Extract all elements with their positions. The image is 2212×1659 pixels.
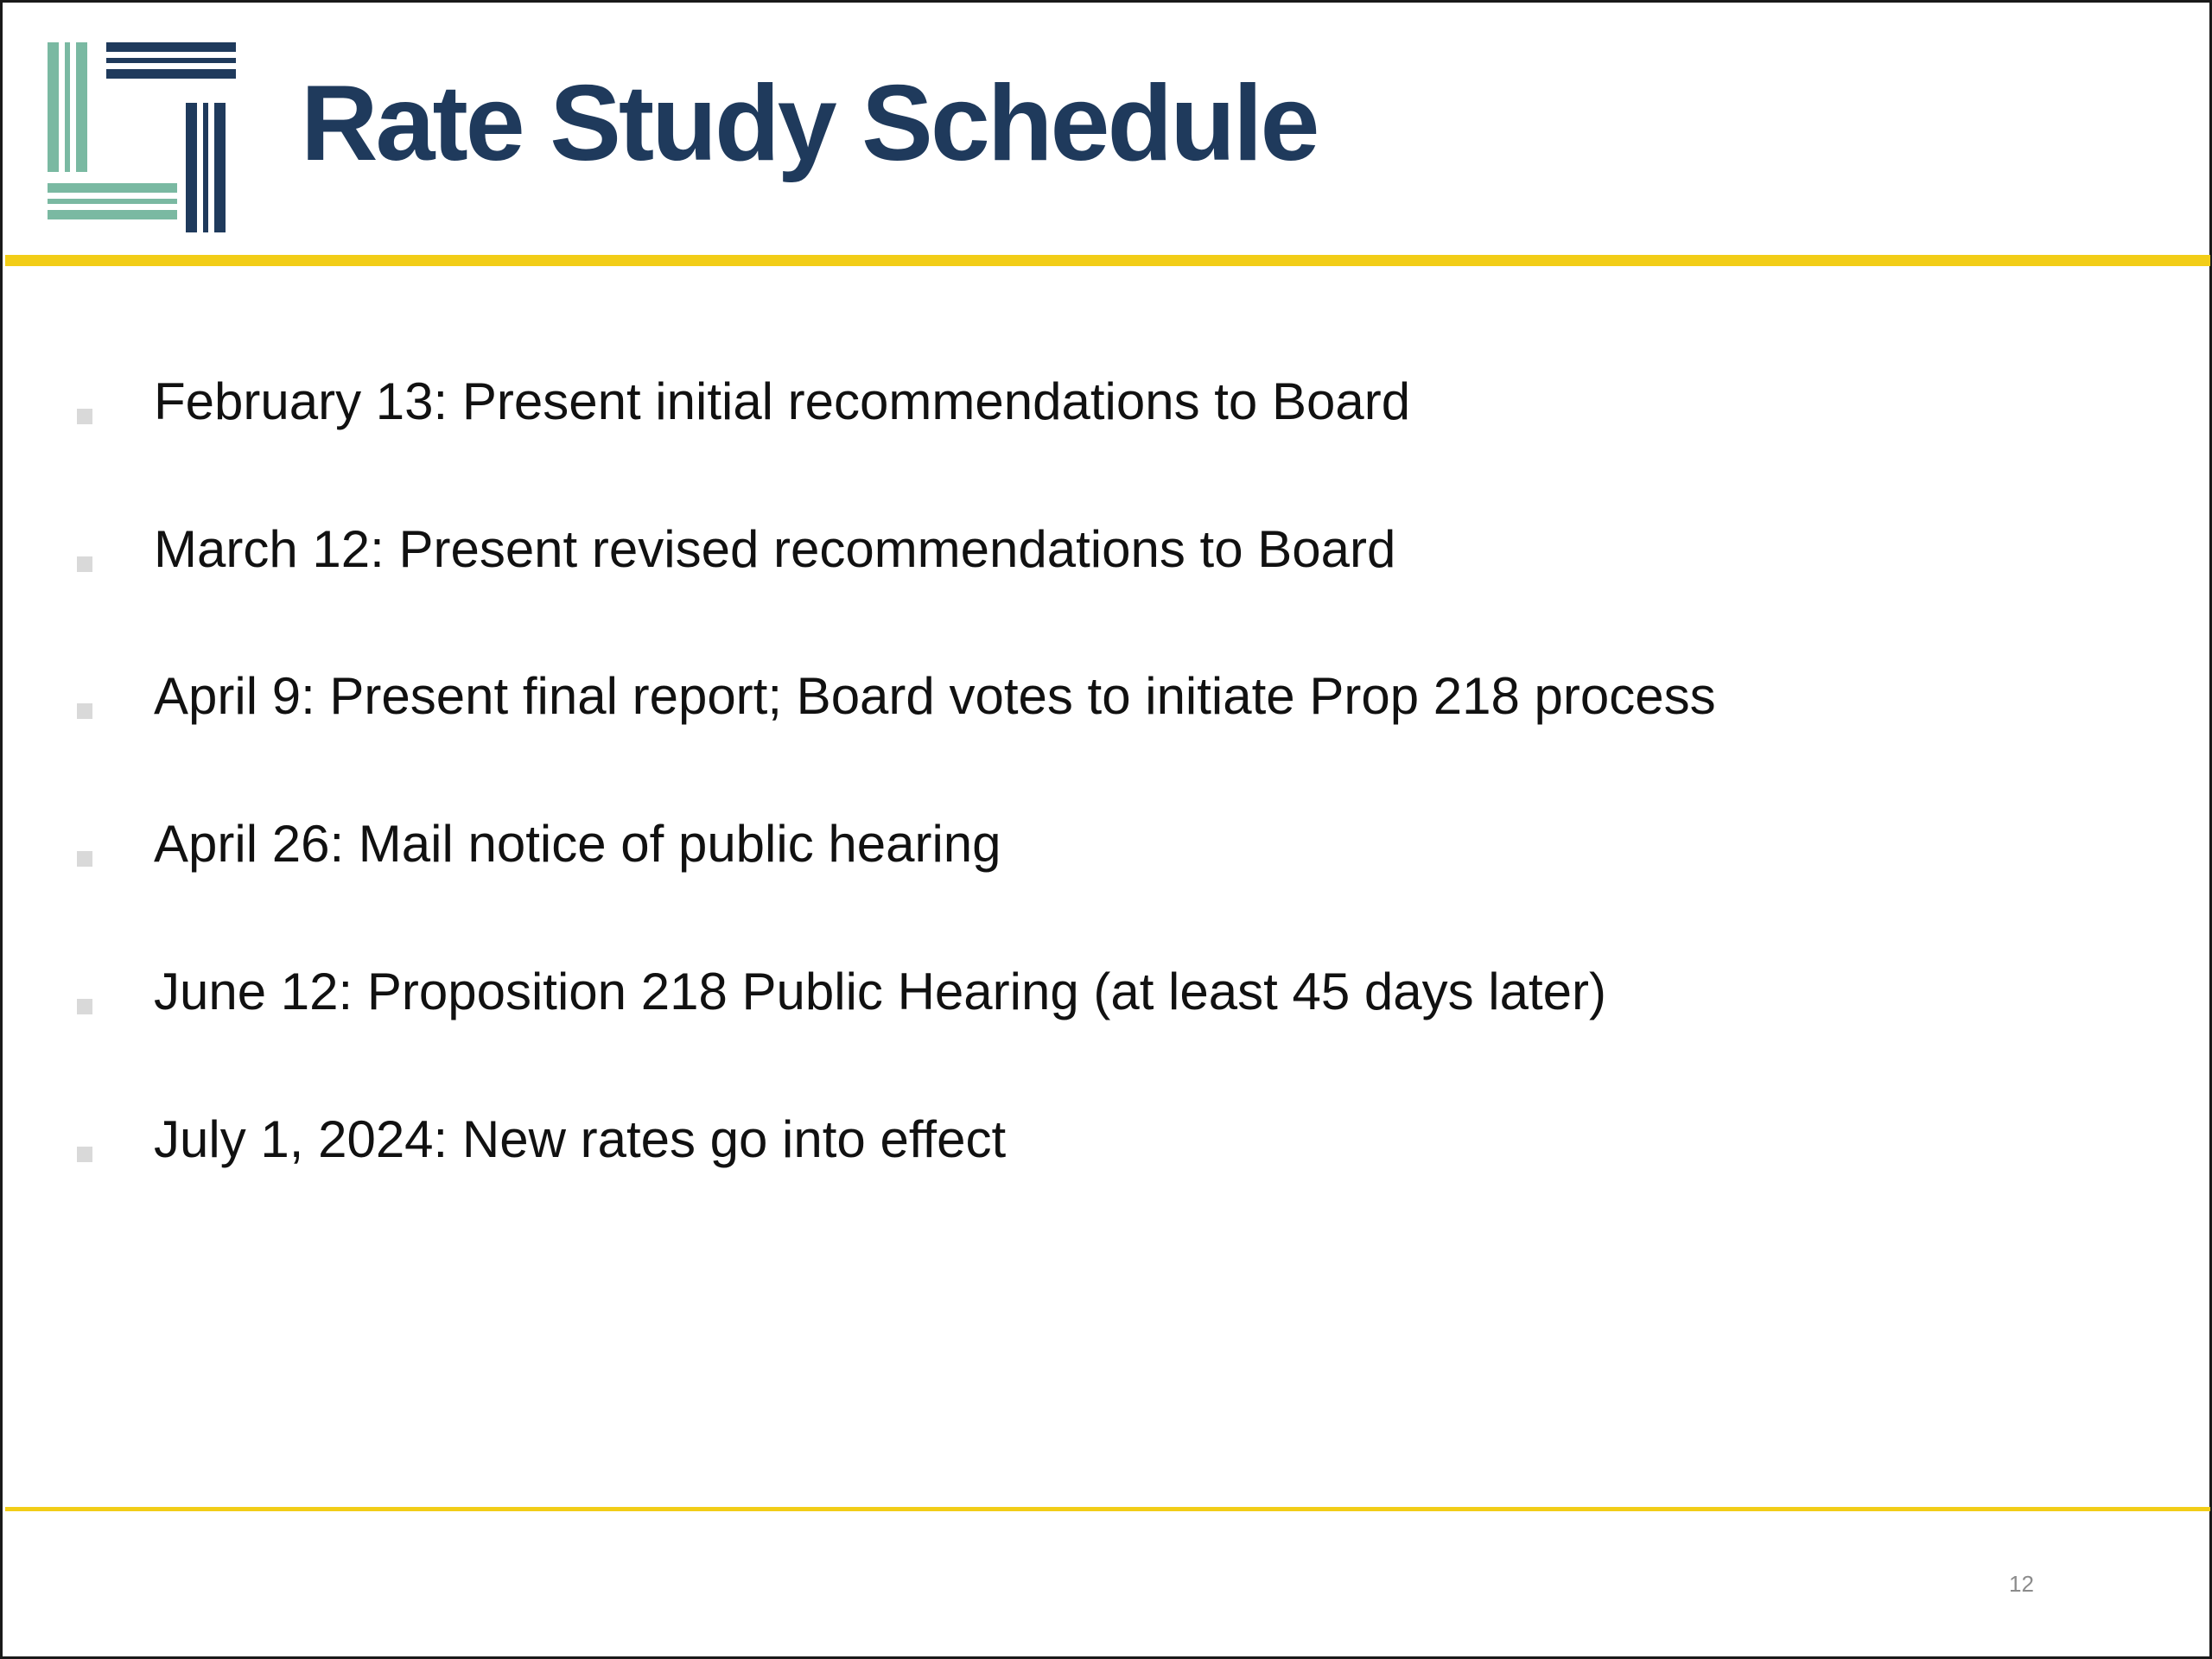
footer-divider <box>5 1507 2210 1511</box>
square-bullet-icon <box>77 1147 92 1162</box>
square-bullet-icon <box>77 409 92 424</box>
list-item-text: April 26: Mail notice of public hearing <box>154 815 1001 873</box>
header-divider <box>5 255 2210 266</box>
interlocking-stripes-logo-icon <box>46 41 238 234</box>
list-item-text: March 12: Present revised recommendations to Board <box>154 520 1396 578</box>
square-bullet-icon <box>77 999 92 1014</box>
square-bullet-icon <box>77 851 92 867</box>
list-item-text: April 9: Present final report; Board votes to initiate Prop 218 process <box>154 667 1716 725</box>
square-bullet-icon <box>77 703 92 719</box>
slide-title: Rate Study Schedule <box>301 64 1318 183</box>
square-bullet-icon <box>77 556 92 572</box>
list-item-text: July 1, 2024: New rates go into effect <box>154 1110 1007 1168</box>
list-item-text: February 13: Present initial recommendations to Board <box>154 372 1411 430</box>
page-number: 12 <box>2009 1571 2034 1597</box>
list-item-text: June 12: Proposition 218 Public Hearing (at least 45 days later) <box>154 963 1606 1020</box>
